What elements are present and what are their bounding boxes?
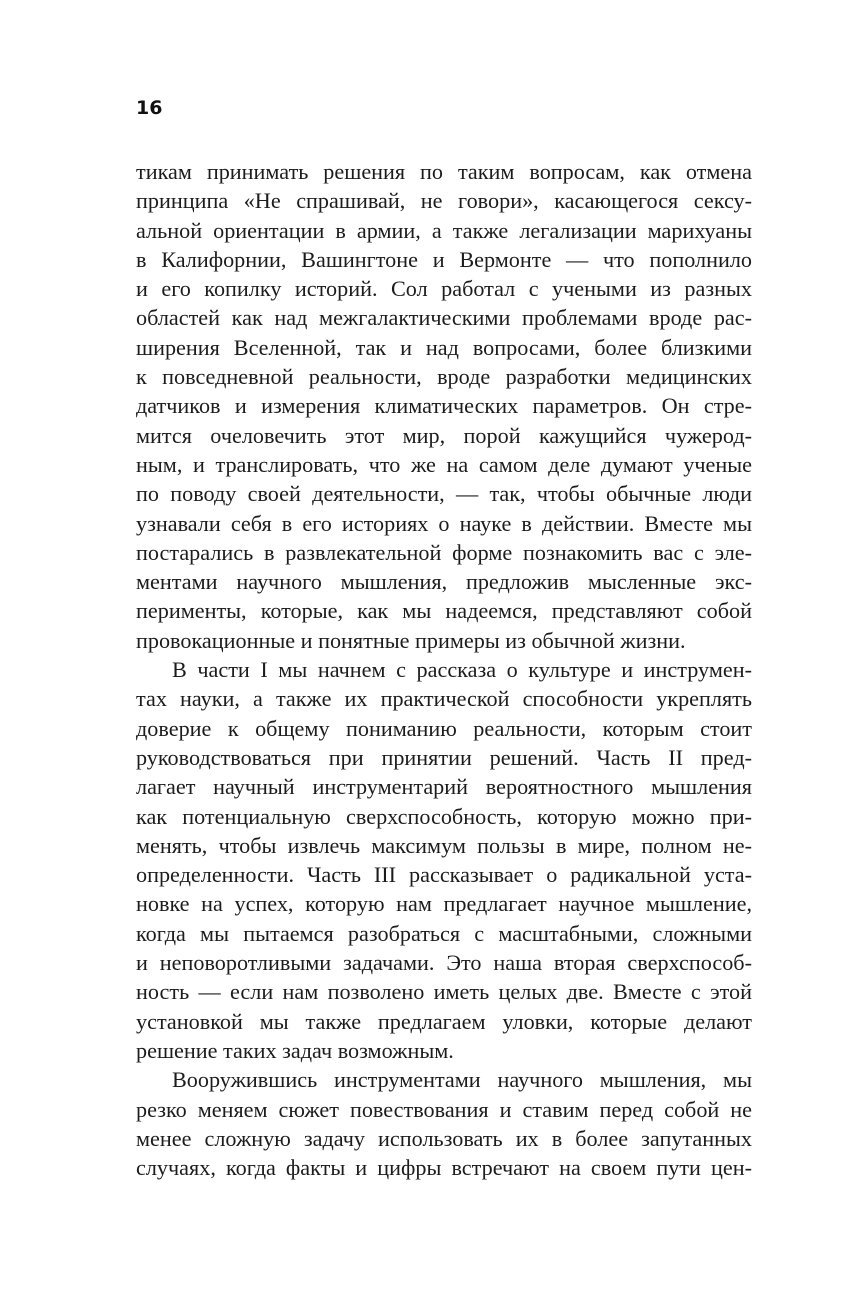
text-line: принципа «Не спрашивай, не говори», касающегося сексу- — [136, 188, 752, 214]
text-line: В части I мы начнем с рассказа о культуре и инструмен- — [172, 657, 752, 683]
text-line: провокационные и понятные примеры из обычной жизни. — [136, 627, 686, 653]
page-number: 16 — [136, 97, 163, 119]
text-line: новке на успех, которую нам предлагает научное мышление, — [136, 891, 752, 917]
text-line: постарались в развлекательной форме познакомить вас с эле- — [136, 539, 752, 565]
paragraph — [136, 1065, 752, 1182]
text-line: альной ориентации в армии, а также легализации марихуаны — [136, 217, 752, 243]
text-line: руководствоваться при принятии решений. Часть II пред- — [136, 744, 752, 770]
text-line: по поводу своей деятельности, — так, чтобы обычные люди — [136, 481, 752, 507]
text-line: резко меняем сюжет повествования и ставим перед собой не — [136, 1096, 752, 1122]
text-line: ность — если нам позволено иметь целых две. Вместе с этой — [136, 979, 752, 1005]
text-line: менее сложную задачу использовать их в более запутанных — [136, 1125, 752, 1151]
text-line: перименты, которые, как мы надеемся, представляют собой — [136, 598, 752, 624]
text-line: областей как над межгалактическими проблемами вроде рас- — [136, 305, 752, 331]
text-line: мится очеловечить этот мир, порой кажущийся чужерод- — [136, 422, 752, 448]
text-line: когда мы пытаемся разобраться с масштабными, сложными — [136, 920, 752, 946]
text-line: решение таких задач возможным. — [136, 1037, 454, 1063]
text-line: и неповоротливыми задачами. Это наша вторая сверхспособ- — [136, 950, 752, 976]
text-line: как потенциальную сверхспособность, которую можно при- — [136, 803, 752, 829]
text-line: определенности. Часть III рассказывает о радикальной уста- — [136, 862, 752, 888]
text-line: датчиков и измерения климатических параметров. Он стре- — [136, 393, 752, 419]
body-text — [136, 157, 752, 1182]
text-line: Вооружившись инструментами научного мышления, мы — [172, 1067, 752, 1093]
text-line: к повседневной реальности, вроде разработки медицинских — [136, 364, 752, 390]
text-line: тах науки, а также их практической способности укреплять — [136, 686, 752, 712]
text-line: менять, чтобы извлечь максимум пользы в мире, полном не- — [136, 832, 752, 858]
text-line: лагает научный инструментарий вероятностного мышления — [136, 774, 752, 800]
text-line: ширения Вселенной, так и над вопросами, более близкими — [136, 334, 752, 360]
text-line: случаях, когда факты и цифры встречают на своем пути цен- — [136, 1155, 752, 1181]
text-line: доверие к общему пониманию реальности, которым стоит — [136, 715, 752, 741]
paragraph — [136, 655, 752, 1065]
paragraph — [136, 157, 752, 655]
text-line: и его копилку историй. Сол работал с учеными из разных — [136, 276, 752, 302]
text-line: в Калифорнии, Вашингтоне и Вермонте — что пополнило — [136, 246, 752, 272]
text-line: тикам принимать решения по таким вопросам, как отмена — [136, 159, 752, 184]
text-line: установкой мы также предлагаем уловки, которые делают — [136, 1008, 752, 1034]
text-line: ментами научного мышления, предложив мысленные экс- — [136, 569, 752, 595]
text-line: узнавали себя в его историях о науке в действии. Вместе мы — [136, 510, 752, 536]
text-line: ным, и транслировать, что же на самом деле думают ученые — [136, 451, 752, 477]
